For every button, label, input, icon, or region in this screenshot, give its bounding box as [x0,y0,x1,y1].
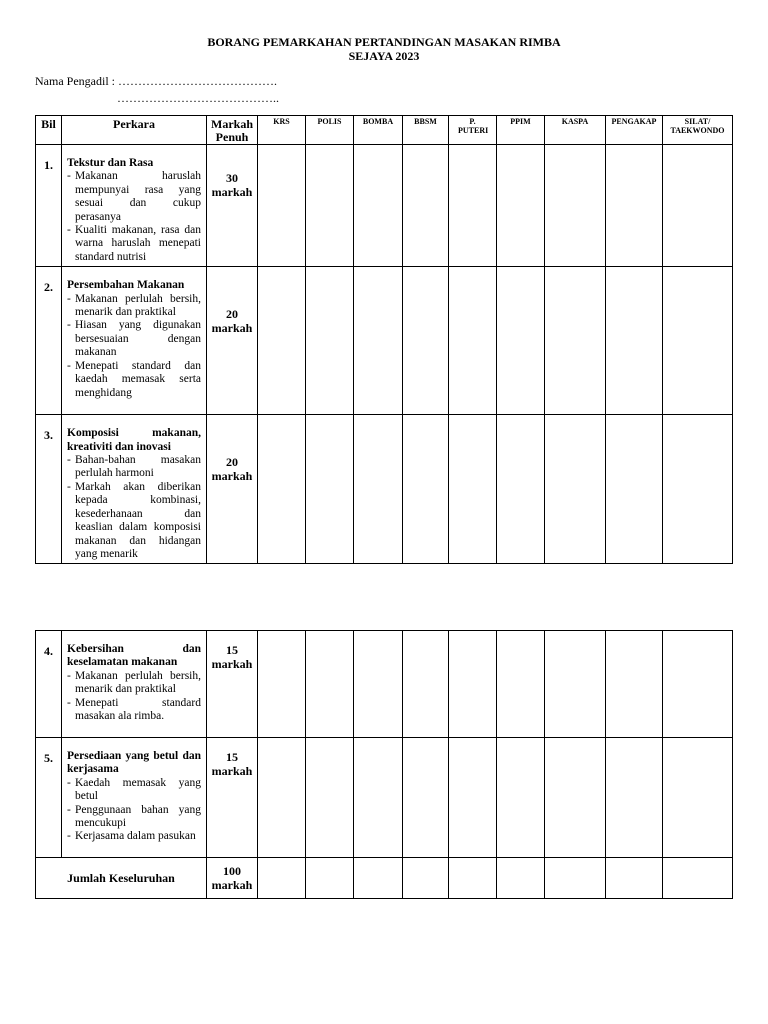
header-markah-line2: Penuh [215,130,249,144]
max-score-cell [207,267,258,415]
score-cell-pengakap[interactable] [606,631,663,738]
criteria-row [36,631,733,738]
header-team-p-puteri: P. PUTERI [449,116,497,145]
score-cell-bbsm[interactable] [403,631,449,738]
total-cell-ppim[interactable] [497,858,545,899]
header-bil: Bil [36,116,62,145]
criteria-list [67,777,201,844]
max-score-cell [207,145,258,267]
criteria-list [67,293,201,400]
criteria-list [67,170,201,264]
total-cell-p-puteri[interactable] [449,858,497,899]
score-cell-ppim[interactable] [497,145,545,267]
max-score-value: 15 [226,750,238,764]
score-cell-krs[interactable] [258,145,306,267]
total-cell-kaspa[interactable] [545,858,606,899]
max-score-unit: markah [211,185,253,199]
row-number: 4. [36,631,62,738]
score-cell-polis[interactable] [306,267,354,415]
criteria-item: - Markah akan diberikan kepada kombinasi, kesederhanaan dan keaslian dalam komposisi makanan dan hidangan yang menarik [67,481,201,561]
score-cell-pengakap[interactable] [606,145,663,267]
max-score-cell [207,738,258,858]
score-cell-kaspa[interactable] [545,738,606,858]
score-cell-polis[interactable] [306,145,354,267]
score-cell-p-puteri[interactable] [449,631,497,738]
scoring-table-part-1 [35,115,733,564]
criteria-item: - Makanan perlulah bersih, menarik dan praktikal [67,293,201,320]
score-cell-bbsm[interactable] [403,738,449,858]
score-cell-p-puteri[interactable] [449,415,497,564]
row-number: 2. [36,267,62,415]
max-score-value: 15 [226,643,238,657]
max-score-cell [207,415,258,564]
score-cell-silat-taekwondo[interactable] [663,145,733,267]
score-cell-krs[interactable] [258,267,306,415]
criteria-cell [62,267,207,415]
header-team-bbsm: BBSM [403,116,449,145]
scoring-table-part-2 [35,630,733,899]
score-cell-kaspa[interactable] [545,145,606,267]
score-cell-ppim[interactable] [497,267,545,415]
score-cell-bomba[interactable] [354,415,403,564]
score-cell-pengakap[interactable] [606,415,663,564]
criteria-cell [62,631,207,738]
header-team-pengakap: PENGAKAP [606,116,663,145]
criteria-cell [62,738,207,858]
judge-name-blank-2: ………………………………….. [117,91,279,105]
header-markah-penuh [207,116,258,145]
score-cell-krs[interactable] [258,415,306,564]
header-team-bomba: BOMBA [354,116,403,145]
criteria-item: - Kerjasama dalam pasukan [67,830,201,843]
score-cell-p-puteri[interactable] [449,738,497,858]
score-cell-pengakap[interactable] [606,267,663,415]
score-cell-bomba[interactable] [354,738,403,858]
score-cell-bbsm[interactable] [403,145,449,267]
criteria-item: - Menepati standard masakan ala rimba. [67,697,201,724]
row-number: 1. [36,145,62,267]
criteria-item: - Makanan perlulah bersih, menarik dan praktikal [67,670,201,697]
score-cell-krs[interactable] [258,631,306,738]
header-team-polis: POLIS [306,116,354,145]
total-max-score-cell [207,858,258,899]
criteria-list [67,454,201,561]
score-cell-bomba[interactable] [354,631,403,738]
criteria-item: - Makanan haruslah mempunyai rasa yang sesuai dan cukup perasanya [67,170,201,224]
criteria-title: Komposisi makanan, kreativiti dan inovasi [67,427,201,453]
score-cell-polis[interactable] [306,738,354,858]
criteria-item: - Hiasan yang digunakan bersesuaian dengan makanan [67,319,201,359]
criteria-item: - Menepati standard dan kaedah memasak serta menghidang [67,360,201,400]
criteria-item: - Kualiti makanan, rasa dan warna haruslah menepati standard nutrisi [67,224,201,264]
header-row [36,116,733,145]
form-title-line1: BORANG PEMARKAHAN PERTANDINGAN MASAKAN RIMBA [207,35,561,49]
form-title-line2: SEJAYA 2023 [348,49,420,63]
score-cell-kaspa[interactable] [545,415,606,564]
total-max-score-unit: markah [211,878,253,892]
criteria-title: Kebersihan dan keselamatan makanan [67,643,201,669]
judge-name-label: Nama Pengadil : [35,74,115,88]
criteria-row [36,738,733,858]
criteria-title: Persembahan Makanan [67,279,185,292]
score-cell-bomba[interactable] [354,145,403,267]
max-score-value: 20 [226,307,238,322]
score-cell-p-puteri[interactable] [449,145,497,267]
header-team-silat-taekwondo: SILAT/ TAEKWONDO [663,116,733,145]
header-markah-line1: Markah [211,117,253,131]
score-cell-kaspa[interactable] [545,267,606,415]
criteria-row [36,267,733,415]
max-score-cell [207,631,258,738]
header-perkara: Perkara [62,116,207,145]
judge-name-field [35,74,277,88]
score-cell-polis[interactable] [306,415,354,564]
score-cell-polis[interactable] [306,631,354,738]
form-title [0,35,768,63]
header-team-ppim: PPIM [497,116,545,145]
score-cell-silat-taekwondo[interactable] [663,267,733,415]
max-score-unit: markah [211,321,253,336]
total-cell-krs[interactable] [258,858,306,899]
max-score-value: 20 [226,455,238,470]
criteria-cell [62,145,207,267]
score-cell-kaspa[interactable] [545,631,606,738]
criteria-item: - Bahan-bahan masakan perlulah harmoni [67,454,201,481]
max-score-unit: markah [211,657,253,671]
score-cell-p-puteri[interactable] [449,267,497,415]
score-cell-silat-taekwondo[interactable] [663,631,733,738]
score-cell-bomba[interactable] [354,267,403,415]
criteria-row [36,145,733,267]
score-cell-bbsm[interactable] [403,267,449,415]
total-label: Jumlah Keseluruhan [36,858,207,899]
total-cell-bomba[interactable] [354,858,403,899]
score-cell-krs[interactable] [258,738,306,858]
total-row [36,858,733,899]
total-cell-polis[interactable] [306,858,354,899]
judge-name-blank-1: …………………………………. [117,74,277,88]
header-team-kaspa: KASPA [545,116,606,145]
score-cell-silat-taekwondo[interactable] [663,415,733,564]
score-cell-ppim[interactable] [497,415,545,564]
criteria-cell [62,415,207,564]
row-number: 3. [36,415,62,564]
criteria-list [67,670,201,724]
header-team-krs: KRS [258,116,306,145]
criteria-row [36,415,733,564]
score-cell-pengakap[interactable] [606,738,663,858]
score-cell-ppim[interactable] [497,738,545,858]
criteria-item: - Kaedah memasak yang betul [67,777,201,804]
score-cell-bbsm[interactable] [403,415,449,564]
max-score-value: 30 [226,171,238,185]
max-score-unit: markah [211,469,253,484]
score-cell-ppim[interactable] [497,631,545,738]
total-cell-pengakap[interactable] [606,858,663,899]
criteria-title: Tekstur dan Rasa [67,157,154,169]
max-score-unit: markah [211,764,253,778]
total-max-score-value: 100 [223,864,241,878]
row-number: 5. [36,738,62,858]
score-cell-silat-taekwondo[interactable] [663,738,733,858]
total-cell-bbsm[interactable] [403,858,449,899]
criteria-item: - Penggunaan bahan yang mencukupi [67,804,201,831]
total-cell-silat-taekwondo[interactable] [663,858,733,899]
criteria-title: Persediaan yang betul dan kerjasama [67,750,201,776]
